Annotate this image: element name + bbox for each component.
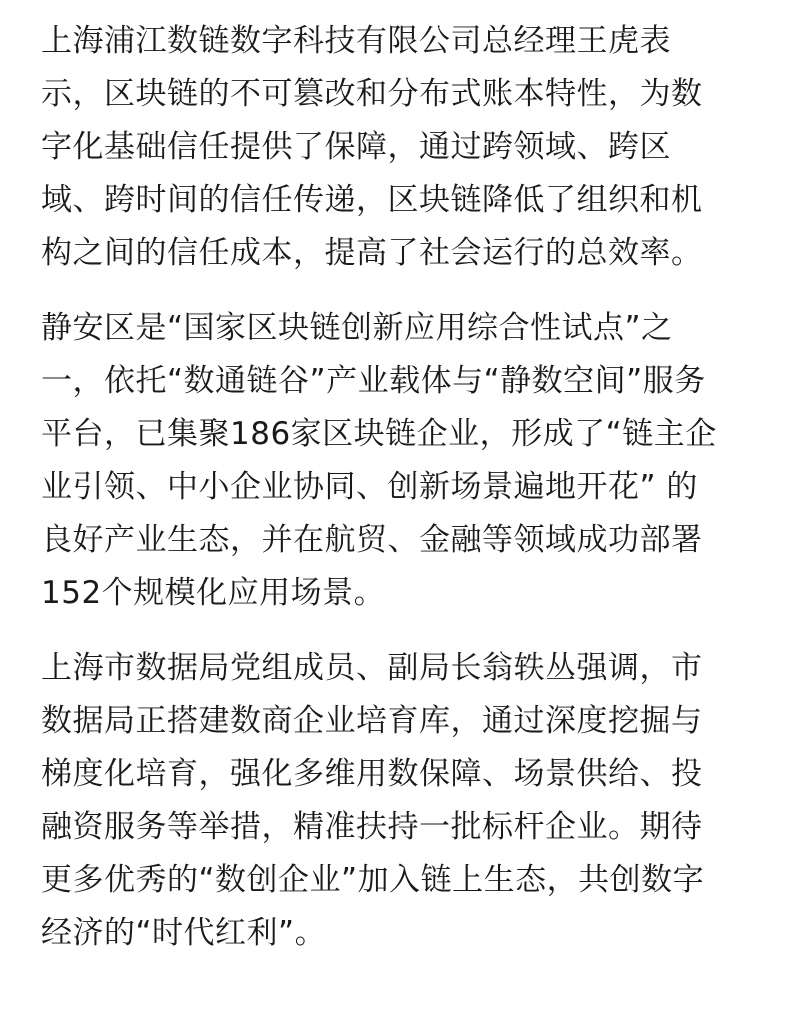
paragraph-line: 平台，已集聚186家区块链企业，形成了“链主企 [41, 416, 717, 452]
paragraph-line: 字化基础信任提供了保障，通过跨领域、跨区 [41, 129, 671, 165]
paragraph-2 [41, 302, 741, 620]
paragraph-line: 上海浦江数链数字科技有限公司总经理王虎表 [41, 23, 671, 59]
paragraph-line: 融资服务等举措，精准扶持一批标杆企业。期待 [41, 809, 703, 845]
paragraph-line: 构之间的信任成本，提高了社会运行的总效率。 [41, 235, 703, 271]
paragraph-line: 上海市数据局党组成员、副局长翁轶丛强调，市 [41, 650, 703, 686]
paragraph-line: 一，依托“数通链谷”产业载体与“静数空间”服务 [41, 363, 706, 399]
paragraph-line: 示，区块链的不可篡改和分布式账本特性，为数 [41, 76, 703, 112]
paragraph-1 [41, 15, 741, 280]
paragraph-line: 良好产业生态，并在航贸、金融等领域成功部署 [41, 522, 703, 558]
paragraph-line: 梯度化培育，强化多维用数保障、场景供给、投 [41, 756, 703, 792]
paragraph-3 [41, 642, 741, 960]
article-body [41, 15, 741, 982]
paragraph-line: 业引领、中小企业协同、创新场景遍地开花” 的 [41, 469, 698, 505]
paragraph-line: 152个规模化应用场景。 [41, 575, 386, 611]
paragraph-line: 更多优秀的“数创企业”加入链上生态，共创数字 [41, 862, 705, 898]
paragraph-line: 数据局正搭建数商企业培育库，通过深度挖掘与 [41, 703, 703, 739]
paragraph-line: 经济的“时代红利”。 [41, 915, 327, 951]
paragraph-line: 静安区是“国家区块链创新应用综合性试点”之 [41, 310, 673, 346]
paragraph-line: 域、跨时间的信任传递，区块链降低了组织和机 [41, 182, 703, 218]
